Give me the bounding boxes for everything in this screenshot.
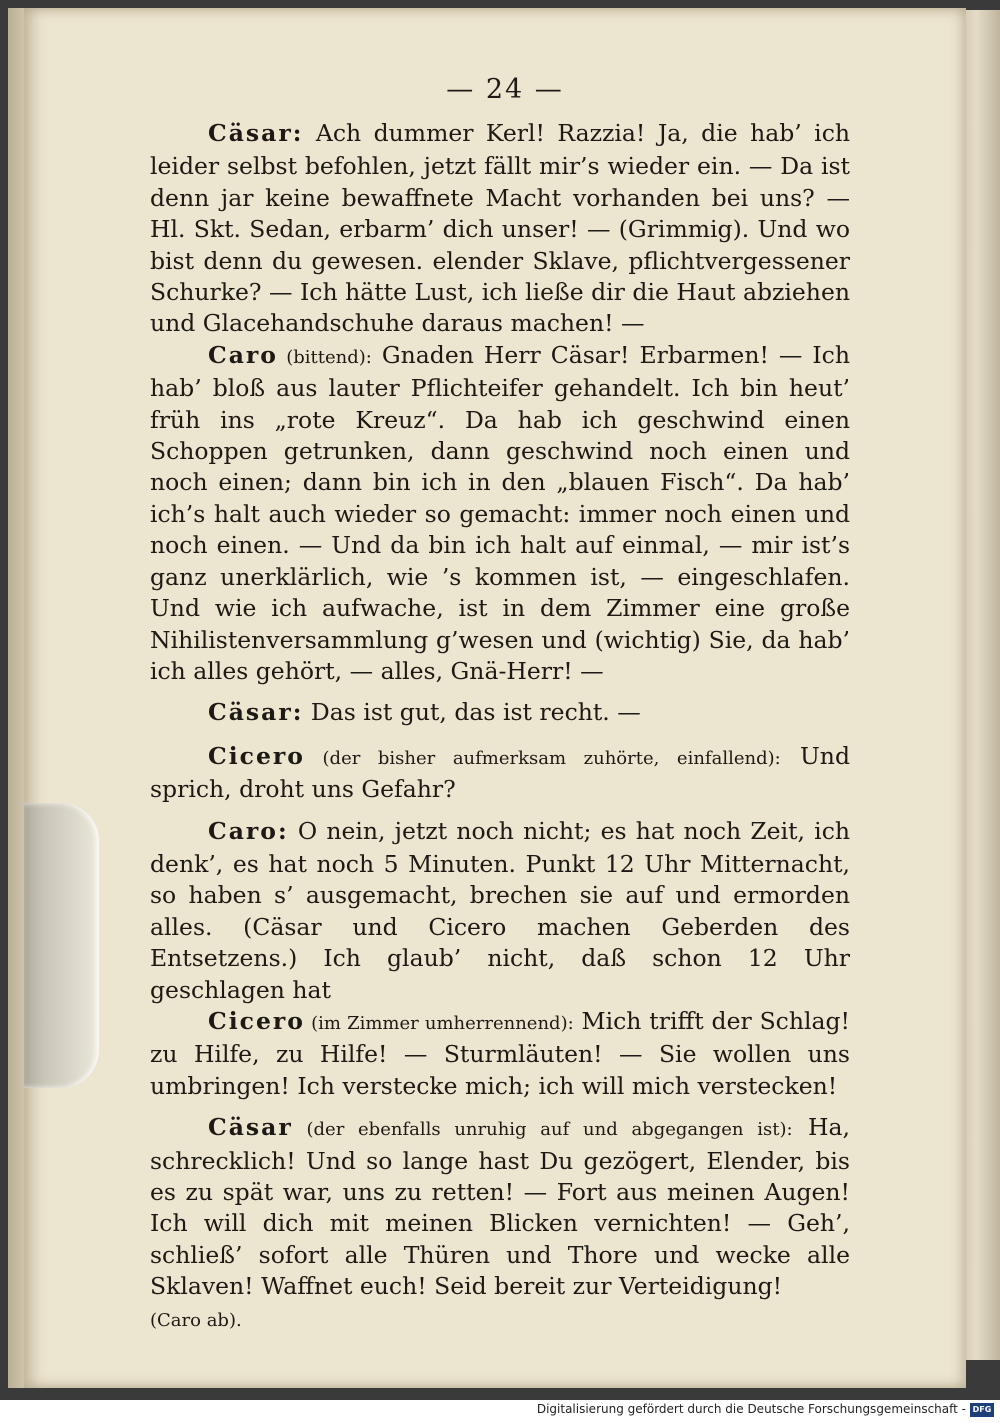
speech-text: Ha, schrecklich! Und so lange hast Du gezögert, Elender, bis es zu spät war, uns zu retten! — Fort aus meinen Augen! Ich will dich mit meinen Blicken vernichten! — Geh’, schließ’ sofort alle Thüren und Thore und wecke alle Sklaven! Waffnet euch! Seid bereit zur Verteidigung!: [150, 1113, 850, 1301]
speaker-name: Caro: [208, 340, 278, 369]
book-edge-right: [960, 10, 1000, 1360]
speech-text: Gnaden Herr Cäsar! Erbarmen! — Ich hab’ bloß aus lauter Pflichteifer gehandelt. Ich bin heut’ früh ins „rote Kreuz“. Da hab ich geschwind einen Schoppen getrunken, dann geschwind noch einen und noch einen; dann bin ich in den „blauen Fisch“. Da hab’ ich’s halt auch wieder so gemacht: immer noch einen und noch einen. — Und da bin ich halt auf einmal, — mir ist’s ganz unerklärlich, wie ’s kommen ist, — eingeschlafen. Und wie ich aufwache, ist in dem Zimmer eine große Nihilistenversammlung g’wesen und (wichtig) Sie, da hab’ ich alles gehört, — alles, Gnä-Herr! —: [150, 340, 850, 685]
page-number: — 24 —: [446, 74, 564, 105]
speech-paragraph: [150, 741, 850, 806]
speech-paragraph: [150, 118, 850, 340]
stage-direction: (der bisher aufmerksam zuhörte, einfallend):: [304, 747, 781, 769]
footer-credit: Digitalisierung gefördert durch die Deutsche Forschungsgemeinschaft -: [536, 1402, 966, 1416]
stage-direction: (bittend):: [278, 346, 372, 368]
speech-paragraph: [150, 816, 850, 1006]
speech-paragraph: [150, 1006, 850, 1102]
speech-paragraph: [150, 697, 850, 730]
speech-text: Und sprich, droht uns Gefahr?: [150, 741, 850, 804]
speaker-name: Cicero: [208, 1006, 305, 1035]
stage-direction: (im Zimmer umherrennend):: [304, 1012, 574, 1034]
speech-paragraph: [150, 340, 850, 687]
digitization-footer: [0, 1400, 1000, 1423]
speaker-name: Caro:: [208, 816, 289, 845]
exit-direction: [150, 1303, 850, 1336]
dfg-logo: DFG: [970, 1403, 994, 1417]
page-clip: [24, 803, 99, 1088]
stage-direction: (der ebenfalls unruhig auf und abgegangen ist):: [292, 1119, 793, 1141]
speaker-name: Cäsar: [208, 1113, 293, 1142]
speaker-name: Cäsar:: [208, 119, 304, 147]
exit-direction-text: (Caro ab).: [150, 1309, 242, 1331]
speaker-name: Cicero: [208, 741, 305, 770]
speech-text: O nein, jetzt noch nicht; es hat noch Zeit, ich denk’, es hat noch 5 Minuten. Punkt 12 Uhr Mitternacht, so haben s’ ausgemacht, brechen sie auf und ermorden alles. (Cäsar und Cicero machen Geberden des Entsetzens.) Ich glaub’ nicht, daß schon 12 Uhr geschlagen hat: [150, 816, 850, 1004]
speech-paragraph: [150, 1112, 850, 1302]
speech-text: Das ist gut, das ist recht. —: [303, 698, 641, 727]
speech-text: Ach dummer Kerl! Razzia! Ja, die hab’ ich leider selbst befohlen, jetzt fällt mir’s wieder ein. — Da ist denn jar keine bewaffnete Macht vorhanden bei uns? — Hl. Skt. Sedan, erbarm’ dich unser! — (Grimmig). Und wo bist denn du gewesen. elender Sklave, pflichtvergessener Schurke? — Ich hätte Lust, ich ließe dir die Haut abziehen und Glacehandschuhe daraus machen! —: [150, 119, 850, 338]
speaker-name: Cäsar:: [208, 698, 304, 727]
speech-text: Mich trifft der Schlag! zu Hilfe, zu Hilfe! — Sturmläuten! — Sie wollen uns umbringen! Ich verstecke mich; ich will mich verstecken!: [150, 1006, 850, 1100]
page-text: [150, 118, 850, 1336]
